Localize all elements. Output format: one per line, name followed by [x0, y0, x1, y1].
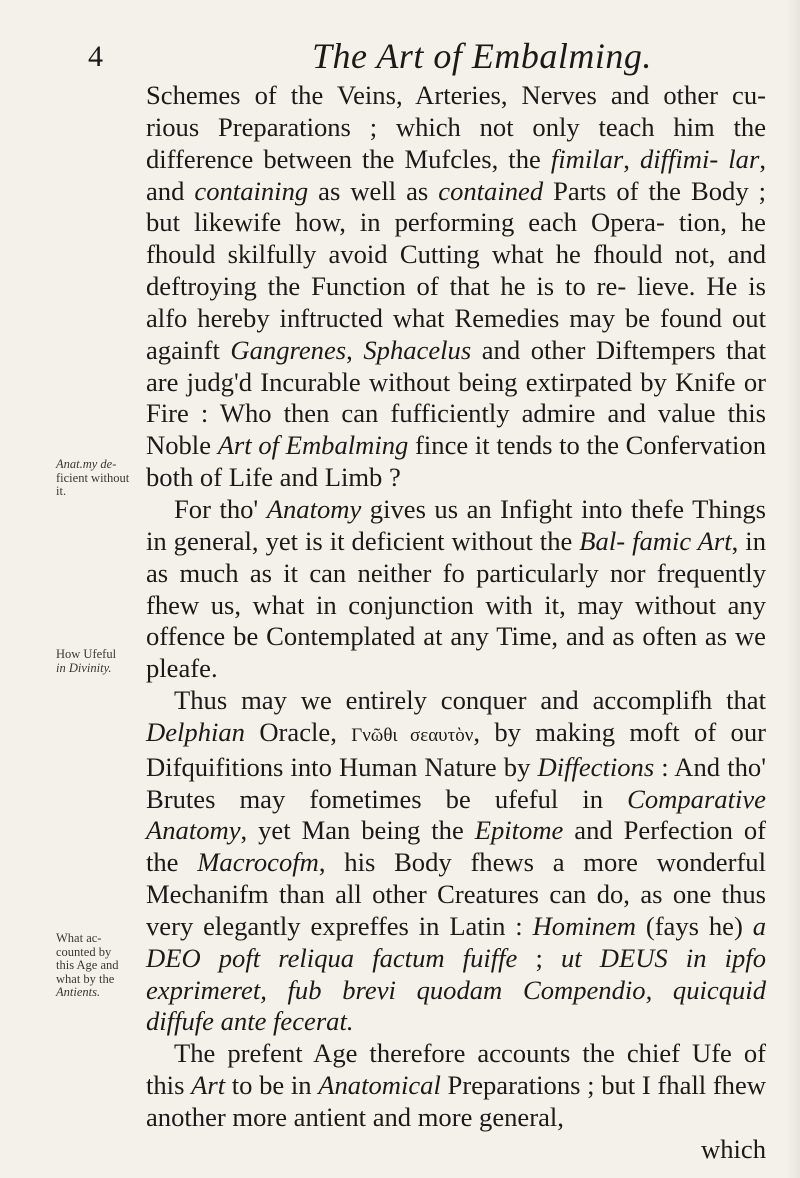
text-run: not, and deftroying the Function of that he is to re- — [146, 239, 766, 302]
margin-note-line: How Ufeful — [56, 647, 117, 661]
margin-note-line: Antients. — [56, 985, 101, 999]
text-run-italic: Epitome — [474, 815, 564, 846]
text-run: , in as much as it can neither fo particularly — [146, 525, 766, 588]
text-run-italic: Sphacelus — [363, 334, 472, 365]
text-run: , yet Man being the — [240, 815, 475, 846]
text-run: be found out againft — [146, 302, 766, 365]
margin-note-antients — [56, 932, 150, 1000]
text-run-italic: Bal- — [579, 525, 626, 556]
text-run: (fays — [635, 910, 699, 941]
greek-text: Γνῶθι σεαυτὸν — [351, 724, 474, 746]
text-run-italic: Anatomical — [318, 1070, 441, 1101]
text-run: and Perfection — [563, 815, 733, 846]
text-run-italic: contained — [438, 175, 544, 206]
text-run: , — [623, 143, 640, 174]
paragraph-2 — [146, 494, 766, 685]
text-run-italic: diffimi- — [639, 143, 719, 174]
text-run: he) — [708, 910, 753, 941]
text-run: fince it — [408, 430, 490, 461]
text-run: extirpated by Knife or Fire : Who then can fufficiently — [146, 366, 766, 429]
text-run: Oracle, — [244, 716, 352, 747]
running-title: The Art of Embalming. — [312, 36, 652, 76]
text-run: Preparations ; but I — [440, 1070, 651, 1101]
margin-note-line: it. — [56, 484, 67, 498]
text-run: tho' Brutes may fometimes be ufeful in — [146, 751, 766, 814]
text-run: thus very elegantly expreffes in Latin : — [146, 879, 766, 941]
margin-note-line: this Age and — [56, 958, 119, 972]
text-run-italic: Hominem — [532, 910, 636, 941]
text-run: of the — [146, 815, 766, 878]
text-run: as well as — [308, 175, 439, 206]
margin-note-divinity — [56, 648, 150, 675]
margin-note-line: what by the — [56, 971, 115, 986]
text-run-italic: Macrocofm — [197, 847, 319, 878]
text-run-italic: Gangrenes — [230, 334, 347, 365]
text-run-italic: Diffections — [537, 751, 655, 782]
text-run: to be in — [225, 1070, 319, 1101]
text-run: may without any offence be Contemplated at any — [146, 589, 766, 652]
text-run-italic: Art — [191, 1070, 226, 1101]
text-run: For tho' — [174, 493, 267, 524]
text-run-italic: Delphian — [146, 716, 245, 747]
paragraph-1 — [146, 80, 766, 494]
text-run: of this — [146, 1038, 766, 1101]
text-run: admire and value this Noble — [146, 398, 766, 461]
text-run-italic: famic Art — [632, 525, 732, 556]
text-run: Diftempers that are judg'd Incurable without being — [146, 334, 766, 397]
text-run-italic: containing — [194, 175, 309, 206]
paragraph-3 — [146, 685, 766, 1038]
text-run: lieve. He is alfo hereby inftructed what Remedies may — [146, 271, 767, 333]
margin-note-line: Anat.my de- — [56, 457, 117, 471]
text-run: ; — [517, 942, 561, 973]
text-run: : And — [654, 751, 721, 782]
text-run: and other — [471, 334, 586, 365]
text-run: rious Preparations ; which not only teach him the — [146, 111, 766, 142]
text-run-italic: ut DEUS in — [560, 942, 707, 973]
text-run-italic: lar — [728, 143, 760, 174]
text-run: Difquifitions into Human Nature by — [146, 751, 538, 782]
page-number: 4 — [88, 40, 103, 73]
body-text — [146, 80, 766, 1166]
text-run: Time, and as often as we pleafe. — [146, 621, 766, 684]
margin-note-line: ficient without — [56, 470, 130, 485]
text-run: Thus may we entirely conquer and accomplifh that — [174, 685, 766, 716]
text-run: The prefent Age therefore accounts the chief Ufe — [174, 1038, 732, 1069]
text-run-italic: Anatomy — [146, 815, 241, 846]
text-run-italic: ipfo exprimeret, fub brevi quodam Compendio, quicquid — [146, 942, 766, 1005]
text-run: gives us an Infight into thefe — [361, 493, 685, 524]
text-run-italic: diffufe ante fecerat. — [146, 1006, 354, 1037]
margin-note-line: counted by — [56, 944, 112, 959]
text-run: , — [346, 334, 364, 365]
margin-note-anatomy — [56, 458, 150, 499]
text-run-italic: a DEO poft reliqua factum fuiffe — [146, 910, 766, 973]
margin-note-line: What ac- — [56, 931, 102, 945]
text-run-italic: Anatomy — [266, 493, 362, 524]
text-run: Body ; but likewife how, in performing each Opera- — [146, 175, 767, 238]
text-run: nor frequently fhew us, what in conjunction with it, — [146, 557, 766, 620]
text-run: tion, he fhould skilfully avoid Cutting what he fhould — [146, 207, 766, 270]
text-run: Schemes of the Veins, Arteries, Nerves and other cu- — [146, 80, 766, 110]
text-run: fhall fhew another more antient and more general, — [146, 1070, 766, 1132]
text-run-italic: Comparative — [627, 783, 766, 814]
paragraph-4 — [146, 1038, 766, 1134]
text-run: Mechanifm than all other Creatures can do, as one — [146, 879, 712, 910]
text-run: tends to the Confervation both of Life and Limb ? — [146, 430, 767, 493]
margin-note-line: in Divinity. — [56, 660, 112, 675]
text-run-italic: fimilar — [550, 143, 624, 174]
text-run: Parts of the — [543, 175, 681, 206]
text-run-italic: Art of Embalming — [217, 430, 409, 461]
text-run: , by making moft of our — [473, 716, 766, 747]
text-run: Things in general, yet is it deficient without the — [146, 493, 767, 556]
text-run: , and — [146, 143, 766, 206]
text-run: difference between the Mufcles, the — [146, 143, 551, 174]
text-run: , his Body fhews a more wonderful — [318, 847, 766, 878]
page-edge-shadow — [786, 0, 800, 1178]
catchword: which — [701, 1133, 766, 1164]
